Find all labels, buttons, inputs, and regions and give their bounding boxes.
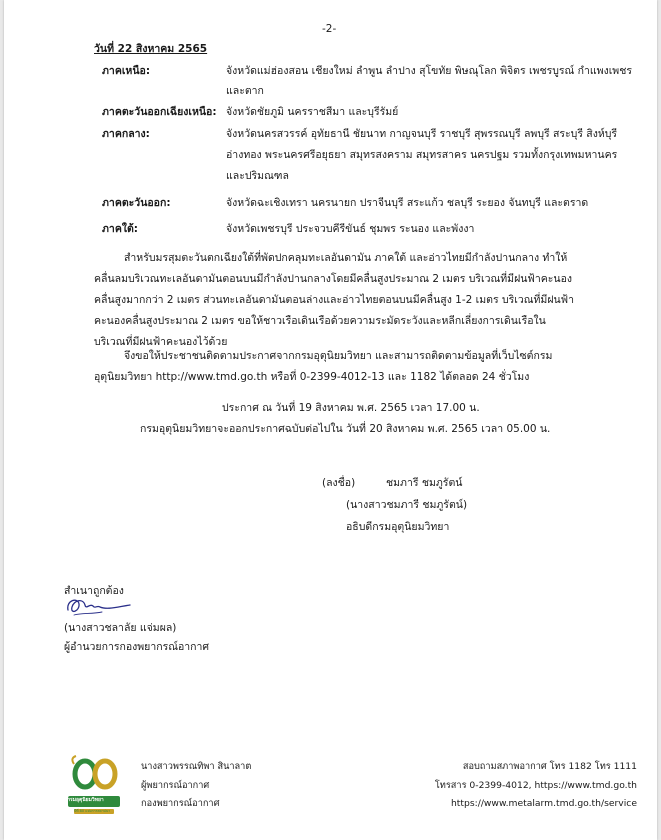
announcement-time: ประกาศ ณ วันที่ 19 สิงหาคม พ.ศ. 2565 เวลา 17.00 น.	[222, 402, 480, 414]
certified-label: สำเนาถูกต้อง	[64, 585, 124, 597]
page-number: -2-	[322, 23, 337, 35]
footer-forecaster-name: นางสาวพรรณทิพา สินาลาต	[141, 761, 252, 772]
next-issue-notice: กรมอุตุนิยมวิทยาจะออกประกาศฉบับต่อไปใน วันที่ 20 สิงหาคม พ.ศ. 2565 เวลา 05.00 น.	[140, 423, 551, 435]
footer-service-link[interactable]: https://www.metalarm.tmd.go.th/service	[450, 798, 637, 809]
document-page	[4, 0, 657, 840]
handwritten-signature	[62, 594, 142, 620]
region-text-northeast-1: จังหวัดชัยภูมิ นครราชสีมา และบุรีรัมย์	[226, 106, 399, 118]
certified-name: (นางสาวชลาลัย แจ่มผล)	[64, 622, 177, 634]
footer-contact-fax[interactable]: โทรสาร 0-2399-4012, https://www.tmd.go.th	[434, 780, 637, 791]
region-label-north: ภาคเหนือ:	[102, 65, 151, 77]
logo-number	[70, 758, 106, 788]
footer-forecaster-division: กองพยากรณ์อากาศ	[141, 798, 220, 809]
signature-signed-name: ชมภารี ชมภูรัตน์	[386, 477, 463, 489]
region-text-north-1: จังหวัดแม่ฮ่องสอน เชียงใหม่ ลำพูน ลำปาง สุโขทัย พิษณุโลก พิจิตร เพชรบูรณ์ กำแพงเพชร	[226, 65, 632, 77]
footer-forecaster-title: ผู้พยากรณ์อากาศ	[141, 780, 210, 791]
region-text-central-1: จังหวัดนครสวรรค์ อุทัยธานี ชัยนาท กาญจนบุรี ราชบุรี สุพรรณบุรี ลพบุรี สระบุรี สิงห์บุรี	[226, 128, 618, 140]
footer-contact-phone: สอบถามสภาพอากาศ โทร 1182 โทร 1111	[462, 761, 637, 772]
logo-sub: ปีที่ 80 แห่งการสถาปนา	[74, 809, 111, 813]
signature-prefix: (ลงชื่อ)	[322, 477, 356, 489]
region-label-northeast: ภาคตะวันออกเฉียงเหนือ:	[102, 106, 217, 118]
region-label-south: ภาคใต้:	[102, 223, 138, 235]
region-label-central: ภาคกลาง:	[102, 128, 150, 140]
advisory-paragraph: จึงขอให้ประชาชนติดตามประกาศจากกรมอุตุนิยมวิทยา และสามารถติดตามข้อมูลที่เว็บไซต์กรมอุตุนิยมวิทยา http://www.tmd.go.th หรือที่ 0-2399-4012-13 และ 1182 ได้ตลอด 24 ชั่วโมง	[94, 350, 553, 383]
certified-position: ผู้อำนวยการกองพยากรณ์อากาศ	[64, 641, 210, 653]
forecast-paragraph: สำหรับมรสุมตะวันตกเฉียงใต้ที่พัดปกคลุมทะเลอันดามัน ภาคใต้ และอ่าวไทยมีกำลังปานกลาง ทำให้คลื่นลมบริเวณทะเลอันดามันตอนบนมีกำลังปานกลางโดยมีคลื่นสูงประมาณ 2 เมตร บริเวณที่มีฝนฟ้าคะนองคลื่นสูงมากกว่า 2 เมตร ส่วนทะเลอันดามันตอนล่างและอ่าวไทยตอนบนมีคลื่นสูง 1-2 เมตร บริเวณที่มีฝนฟ้าคะนองคลื่นสูงประมาณ 2 เมตร ขอให้ชาวเรือเดินเรือด้วยความระมัดระวังและหลีกเลี่ยงการเดินเรือในบริเวณที่มีฝนฟ้าคะนองไว้ด้วย	[94, 252, 574, 348]
date-heading: วันที่ 22 สิงหาคม 2565	[94, 43, 208, 55]
logo-label: กรมอุตุนิยมวิทยา	[67, 797, 104, 803]
region-text-central-3: และปริมณฑล	[226, 170, 289, 182]
signature-full-name: (นางสาวชมภารี ชมภูรัตน์)	[346, 499, 468, 511]
region-text-north-2: และตาก	[226, 85, 264, 97]
region-text-south-1: จังหวัดเพชรบุรี ประจวบคีรีขันธ์ ชุมพร ระนอง และพังงา	[226, 223, 475, 235]
region-text-east-1: จังหวัดฉะเชิงเทรา นครนายก ปราจีนบุรี สระแก้ว ชลบุรี ระยอง จันทบุรี และตราด	[226, 197, 589, 209]
region-label-east: ภาคตะวันออก:	[102, 197, 171, 209]
region-text-central-2: อ่างทอง พระนครศรีอยุธยา สมุทรสงคราม สมุทรสาคร นครปฐม รวมทั้งกรุงเทพมหานคร	[226, 149, 618, 161]
signature-position: อธิบดีกรมอุตุนิยมวิทยา	[346, 521, 450, 533]
